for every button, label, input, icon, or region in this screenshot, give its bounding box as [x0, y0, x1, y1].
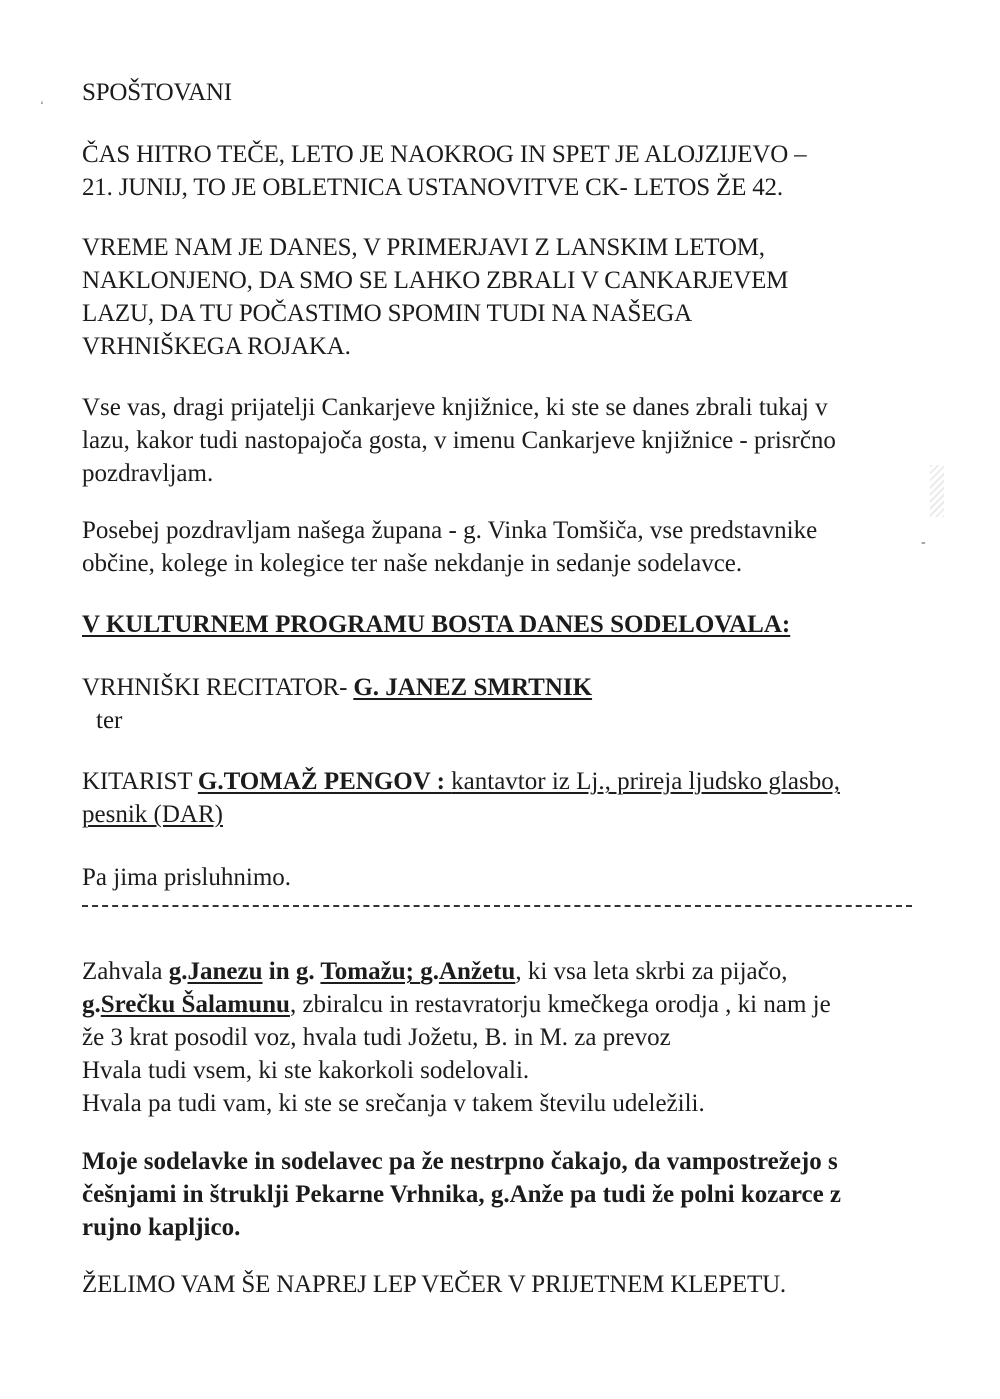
text-line: VREME NAM JE DANES, V PRIMERJAVI Z LANSKIM LETOM, — [82, 234, 765, 261]
guitarist-line — [82, 765, 942, 798]
text-line — [82, 988, 942, 1021]
guitarist-entry — [82, 765, 942, 831]
guitarist-description: kantavtor iz Lj., prireja ljudsko glasbo, — [451, 768, 840, 795]
special-greeting-paragraph — [82, 514, 942, 580]
guitarist-description-cont: pesnik (DAR) — [82, 801, 223, 828]
thanks-text: , zbiralcu in restavratorju kmečkega orodja , ki nam je — [289, 991, 831, 1018]
text-line: Posebej pozdravljam našega župana - g. Vinka Tomšiča, vse predstavnike — [82, 517, 818, 544]
scan-speck: - — [921, 535, 926, 550]
thanks-text: g. — [82, 991, 101, 1018]
closing-paragraph — [82, 1145, 942, 1244]
thanks-text: in g. — [262, 958, 321, 985]
thanks-text: , ki vsa leta skrbi za pijačo, — [515, 958, 788, 985]
reciter-name: G. JANEZ SMRTNIK — [353, 674, 593, 701]
thanks-text: g. — [168, 958, 188, 985]
guitarist-role: KITARIST — [82, 768, 198, 795]
text-line: češnjami in štruklji Pekarne Vrhnika, g.Anže pa tudi že polni kozarce z — [82, 1181, 842, 1208]
program-heading: V KULTURNEM PROGRAMU BOSTA DANES SODELOVALA: — [82, 611, 791, 638]
text-line — [82, 955, 942, 988]
text-line: občine, kolege in kolegice ter naše nekdanje in sedanje sodelavce. — [82, 550, 743, 577]
listen-line: Pa jima prisluhnimo. — [82, 864, 292, 891]
text-line: že 3 krat posodil voz, hvala tudi Jožetu, B. in M. za prevoz — [82, 1024, 671, 1051]
text-line: Hvala tudi vsem, ki ste kakorkoli sodelovali. — [82, 1057, 530, 1084]
scan-speck: ʻ — [40, 98, 44, 112]
conjunction: ter — [96, 707, 123, 734]
thanks-text: Zahvala — [82, 958, 169, 985]
text-line: Hvala pa tudi vam, ki ste se srečanja v takem številu udeležili. — [82, 1090, 705, 1117]
text-line: NAKLONJENO, DA SMO SE LAHKO ZBRALI V CANKARJEVEM — [82, 267, 789, 294]
text-line: pozdravljam. — [82, 460, 214, 487]
greeting: SPOŠTOVANI — [82, 79, 232, 106]
dashed-separator — [82, 905, 912, 907]
reciter-line — [82, 671, 942, 704]
reciter-entry — [82, 671, 942, 737]
text-line: 21. JUNIJ, TO JE OBLETNICA USTANOVITVE CK- LETOS ŽE 42. — [82, 174, 783, 201]
text-line: LAZU, DA TU POČASTIMO SPOMIN TUDI NA NAŠEGA — [82, 300, 692, 327]
welcome-paragraph — [82, 391, 942, 490]
thanked-name-janez: Janezu — [187, 958, 263, 985]
thanks-text: g. — [420, 958, 439, 985]
intro-paragraph — [82, 138, 942, 204]
reciter-role: VRHNIŠKI RECITATOR- — [82, 674, 354, 701]
text-line: lazu, kakor tudi nastopajoča gosta, v imenu Cankarjeve knjižnice - prisrčno — [82, 427, 836, 454]
guitarist-name: G.TOMAŽ PENGOV : — [197, 768, 452, 795]
text-line: Vse vas, dragi prijatelji Cankarjeve knjižnice, ki ste se danes zbrali tukaj v — [82, 394, 828, 421]
thanks-paragraph — [82, 955, 942, 1120]
farewell-line: ŽELIMO VAM ŠE NAPREJ LEP VEČER V PRIJETNEM KLEPETU. — [82, 1271, 786, 1298]
thanked-name-anze: Anžetu — [438, 958, 516, 985]
text-line: VRHNIŠKEGA ROJAKA. — [82, 333, 351, 360]
thanked-name-srecko: Srečku Šalamunu — [100, 991, 290, 1018]
text-line: Moje sodelavke in sodelavec pa že nestrpno čakajo, da vampostrežejo s — [82, 1148, 838, 1175]
thanked-name-tomaz: Tomažu; — [320, 958, 421, 985]
text-line: rujno kapljico. — [82, 1214, 241, 1241]
weather-paragraph — [82, 231, 942, 363]
text-line: ČAS HITRO TEČE, LETO JE NAOKROG IN SPET JE ALOJZIJEVO – — [82, 141, 807, 168]
